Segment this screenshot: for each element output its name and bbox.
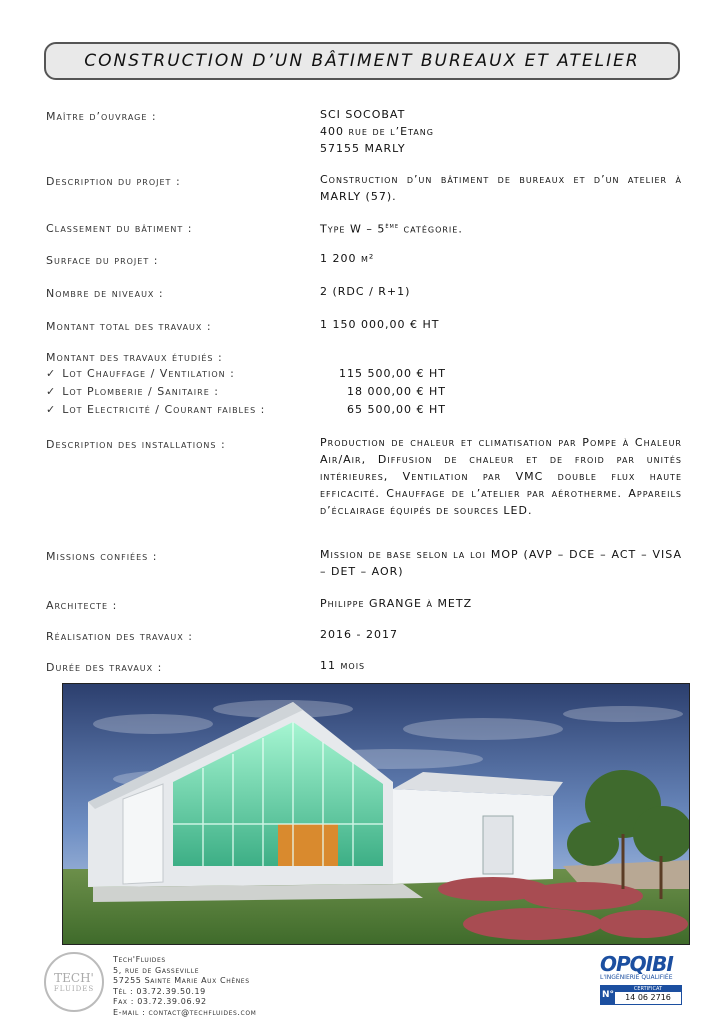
- label-architecte: Architecte :: [46, 599, 118, 612]
- lot-item: [46, 367, 235, 380]
- value-montant-total: 1 150 000,00 € HT: [320, 318, 440, 331]
- techfluides-logo: [44, 952, 104, 1012]
- certificate-n-label: N°: [601, 986, 615, 1004]
- check-icon: ✓: [46, 403, 57, 416]
- lot-value: 115 500,00 € HT: [339, 367, 446, 380]
- value-surface: 1 200 m²: [320, 252, 375, 265]
- classement-sup: ème: [385, 222, 399, 230]
- value-realisation: 2016 - 2017: [320, 628, 398, 641]
- certificate-box: [600, 985, 682, 1005]
- value-missions: Mission de base selon la loi MOP (AVP – DCE – ACT – VISA – DET – AOR): [320, 548, 682, 578]
- check-icon: ✓: [46, 367, 57, 380]
- lot-label: Lot Plomberie / Sanitaire :: [62, 385, 219, 398]
- logo-line1: TECH': [54, 971, 94, 985]
- classement-suffix: catégorie.: [399, 222, 463, 236]
- maitre-street: 400 rue de l’Etang: [320, 125, 434, 138]
- logo-line2: FLUIDES: [53, 985, 95, 993]
- value-architecte: Philippe GRANGE à METZ: [320, 597, 473, 610]
- opqibi-logo: OPQIBI: [600, 952, 673, 976]
- contact-block: [113, 955, 256, 1018]
- certificate-number: 14 06 2716: [625, 993, 671, 1002]
- label-classement: Classement du bâtiment :: [46, 222, 193, 235]
- value-installations: Production de chaleur et climatisation par Pompe à Chaleur Air/Air, Diffusion de chaleur et de froid par unités intérieures, Ventilation par VMC double flux haute efficacité. Chauffage de l’atelier par aérotherme. Appareils d’éclairage équipés de sources LED.: [320, 436, 682, 517]
- opqibi-tagline: L'INGÉNIERIE QUALIFIÉE: [600, 974, 673, 981]
- lot-value: 18 000,00 € HT: [347, 385, 446, 398]
- label-missions: Missions confiées :: [46, 550, 158, 563]
- maitre-name: SCI SOCOBAT: [320, 108, 406, 121]
- label-niveaux: Nombre de niveaux :: [46, 287, 164, 300]
- email-link[interactable]: E-mail : contact@techfluides.com: [113, 1007, 257, 1017]
- lot-label: Lot Electricité / Courant faibles :: [62, 403, 266, 416]
- fax: Fax : 03.72.39.06.92: [113, 997, 207, 1006]
- label-surface: Surface du projet :: [46, 254, 159, 267]
- label-description: Description du projet :: [46, 175, 181, 188]
- label-duree: Durée des travaux :: [46, 661, 163, 674]
- address-line-1: 5, rue de Gasseville: [113, 965, 200, 975]
- label-maitre: Maître d’ouvrage :: [46, 110, 157, 123]
- label-realisation: Réalisation des travaux :: [46, 630, 193, 643]
- building-rendering: [62, 683, 690, 945]
- value-duree: 11 mois: [320, 659, 366, 672]
- maitre-city: 57155 MARLY: [320, 142, 406, 155]
- title-banner: [44, 42, 680, 80]
- label-montant-etudies: Montant des travaux étudiés :: [46, 351, 223, 364]
- page-title: CONSTRUCTION D’UN BÂTIMENT BUREAUX ET ATELIER: [84, 51, 640, 71]
- classement-prefix: Type W – 5: [320, 222, 386, 236]
- lot-value: 65 500,00 € HT: [347, 403, 446, 416]
- lot-item: [46, 385, 219, 398]
- opqibi-certification: [600, 952, 682, 1005]
- lot-item: [46, 403, 265, 416]
- value-maitre: [320, 106, 434, 157]
- label-montant-total: Montant total des travaux :: [46, 320, 212, 333]
- check-icon: ✓: [46, 385, 57, 398]
- lot-label: Lot Chauffage / Ventilation :: [62, 367, 235, 380]
- value-description: Construction d’un bâtiment de bureaux et d’un atelier à MARLY (57).: [320, 173, 682, 203]
- value-classement: [320, 218, 463, 238]
- value-niveaux: 2 (RDC / R+1): [320, 285, 411, 298]
- phone: Tél : 03.72.39.50.19: [113, 986, 206, 996]
- label-installations: Description des installations :: [46, 438, 226, 451]
- company-name: Tech'Fluides: [113, 955, 166, 964]
- address-line-2: 57255 Sainte Marie Aux Chênes: [113, 976, 250, 985]
- certificate-label: CERTIFICAT: [615, 986, 681, 992]
